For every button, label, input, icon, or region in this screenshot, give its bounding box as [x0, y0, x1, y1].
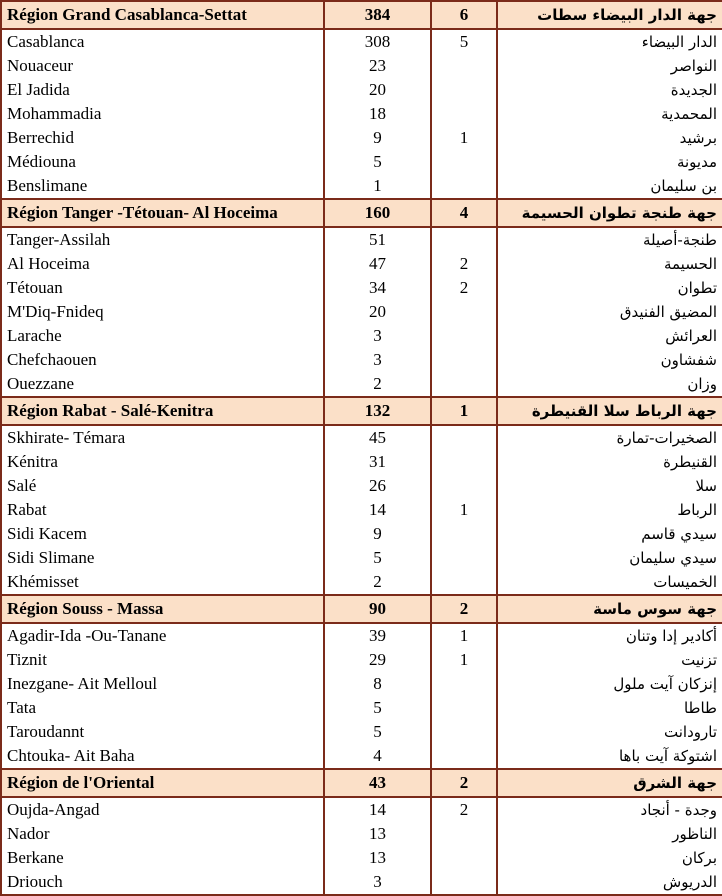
city-count: 8 — [324, 672, 431, 696]
city-count: 34 — [324, 276, 431, 300]
city-count: 13 — [324, 822, 431, 846]
city-row — [1, 546, 722, 570]
city-name-ar: تطوان — [497, 276, 722, 300]
city-count: 9 — [324, 126, 431, 150]
city-name-ar: طنجة-أصيلة — [497, 227, 722, 252]
city-row — [1, 474, 722, 498]
city-row — [1, 348, 722, 372]
city-row — [1, 623, 722, 648]
city-count: 20 — [324, 78, 431, 102]
city-row — [1, 744, 722, 769]
city-name: Al Hoceima — [1, 252, 324, 276]
city-row — [1, 174, 722, 199]
city-name-ar: بن سليمان — [497, 174, 722, 199]
city-count: 2 — [324, 372, 431, 397]
city-count: 4 — [324, 744, 431, 769]
city-count: 18 — [324, 102, 431, 126]
city-deaths: 1 — [431, 648, 497, 672]
city-row — [1, 846, 722, 870]
region-total: 160 — [324, 199, 431, 227]
city-name-ar: الخميسات — [497, 570, 722, 595]
city-count: 9 — [324, 522, 431, 546]
region-total: 132 — [324, 397, 431, 425]
city-deaths — [431, 744, 497, 769]
region-header-row — [1, 199, 722, 227]
region-total: 90 — [324, 595, 431, 623]
city-name: Larache — [1, 324, 324, 348]
city-row — [1, 276, 722, 300]
city-name: Oujda-Angad — [1, 797, 324, 822]
city-name: Ouezzane — [1, 372, 324, 397]
city-row — [1, 696, 722, 720]
city-name-ar: أكادير إدا وتنان — [497, 623, 722, 648]
city-name-ar: طاطا — [497, 696, 722, 720]
city-name: Taroudannt — [1, 720, 324, 744]
city-name: Nouaceur — [1, 54, 324, 78]
city-deaths — [431, 672, 497, 696]
city-deaths — [431, 450, 497, 474]
city-count: 29 — [324, 648, 431, 672]
city-row — [1, 29, 722, 54]
city-row — [1, 425, 722, 450]
city-name: Sidi Slimane — [1, 546, 324, 570]
city-row — [1, 150, 722, 174]
city-name: Skhirate- Témara — [1, 425, 324, 450]
city-count: 45 — [324, 425, 431, 450]
region-header-row — [1, 769, 722, 797]
city-name-ar: القنيطرة — [497, 450, 722, 474]
city-count: 47 — [324, 252, 431, 276]
city-deaths: 2 — [431, 252, 497, 276]
city-deaths: 5 — [431, 29, 497, 54]
region-name-ar: جهة الدار البيضاء سطات — [497, 1, 722, 29]
region-name: Région Tanger -Tétouan- Al Hoceima — [1, 199, 324, 227]
region-header-row — [1, 595, 722, 623]
region-name-ar: جهة الشرق — [497, 769, 722, 797]
city-deaths — [431, 522, 497, 546]
city-deaths — [431, 720, 497, 744]
city-name-ar: الجديدة — [497, 78, 722, 102]
city-name: Benslimane — [1, 174, 324, 199]
city-name: Tanger-Assilah — [1, 227, 324, 252]
city-name: Salé — [1, 474, 324, 498]
city-deaths — [431, 425, 497, 450]
city-row — [1, 720, 722, 744]
city-name-ar: بركان — [497, 846, 722, 870]
region-name-ar: جهة طنجة تطوان الحسيمة — [497, 199, 722, 227]
city-count: 1 — [324, 174, 431, 199]
region-deaths: 6 — [431, 1, 497, 29]
city-name-ar: الناظور — [497, 822, 722, 846]
city-name: Mohammadia — [1, 102, 324, 126]
city-name-ar: وجدة - أنجاد — [497, 797, 722, 822]
city-name: Agadir-Ida -Ou-Tanane — [1, 623, 324, 648]
region-deaths: 1 — [431, 397, 497, 425]
city-row — [1, 672, 722, 696]
region-name: Région Souss - Massa — [1, 595, 324, 623]
city-count: 2 — [324, 570, 431, 595]
city-name-ar: سلا — [497, 474, 722, 498]
city-name: El Jadida — [1, 78, 324, 102]
city-name-ar: الحسيمة — [497, 252, 722, 276]
city-name-ar: الدريوش — [497, 870, 722, 895]
city-name: Driouch — [1, 870, 324, 895]
city-count: 3 — [324, 324, 431, 348]
city-count: 31 — [324, 450, 431, 474]
city-count: 39 — [324, 623, 431, 648]
city-deaths — [431, 300, 497, 324]
city-row — [1, 870, 722, 895]
city-name-ar: اشتوكة آيت باها — [497, 744, 722, 769]
city-deaths — [431, 696, 497, 720]
city-name: Inezgane- Ait Melloul — [1, 672, 324, 696]
city-name-ar: العرائش — [497, 324, 722, 348]
city-name: M'Diq-Fnideq — [1, 300, 324, 324]
city-name-ar: سيدي سليمان — [497, 546, 722, 570]
city-count: 5 — [324, 720, 431, 744]
city-name-ar: مديونة — [497, 150, 722, 174]
city-count: 23 — [324, 54, 431, 78]
city-row — [1, 126, 722, 150]
city-name-ar: تزنيت — [497, 648, 722, 672]
city-deaths — [431, 846, 497, 870]
city-name-ar: المحمدية — [497, 102, 722, 126]
city-deaths — [431, 570, 497, 595]
city-deaths — [431, 54, 497, 78]
region-name: Région Grand Casablanca-Settat — [1, 1, 324, 29]
city-name: Berrechid — [1, 126, 324, 150]
city-name-ar: سيدي قاسم — [497, 522, 722, 546]
city-name: Tétouan — [1, 276, 324, 300]
city-name: Nador — [1, 822, 324, 846]
region-total: 384 — [324, 1, 431, 29]
city-name: Tiznit — [1, 648, 324, 672]
city-row — [1, 648, 722, 672]
city-row — [1, 450, 722, 474]
city-name: Chtouka- Ait Baha — [1, 744, 324, 769]
city-row — [1, 498, 722, 522]
city-row — [1, 54, 722, 78]
city-row — [1, 252, 722, 276]
city-deaths — [431, 870, 497, 895]
city-count: 20 — [324, 300, 431, 324]
city-count: 3 — [324, 348, 431, 372]
city-deaths: 1 — [431, 498, 497, 522]
region-deaths: 4 — [431, 199, 497, 227]
region-name: Région Rabat - Salé-Kenitra — [1, 397, 324, 425]
city-name: Casablanca — [1, 29, 324, 54]
city-row — [1, 570, 722, 595]
city-row — [1, 822, 722, 846]
city-name-ar: الدار البيضاء — [497, 29, 722, 54]
city-deaths — [431, 324, 497, 348]
city-count: 26 — [324, 474, 431, 498]
city-name: Sidi Kacem — [1, 522, 324, 546]
city-row — [1, 227, 722, 252]
city-count: 14 — [324, 498, 431, 522]
city-name: Berkane — [1, 846, 324, 870]
city-deaths: 2 — [431, 276, 497, 300]
region-header-row — [1, 1, 722, 29]
city-deaths — [431, 474, 497, 498]
city-deaths — [431, 102, 497, 126]
region-name: Région de l'Oriental — [1, 769, 324, 797]
region-header-row — [1, 397, 722, 425]
city-count: 5 — [324, 546, 431, 570]
city-count: 14 — [324, 797, 431, 822]
city-row — [1, 102, 722, 126]
city-name-ar: الرباط — [497, 498, 722, 522]
city-name: Tata — [1, 696, 324, 720]
city-name: Médiouna — [1, 150, 324, 174]
city-row — [1, 797, 722, 822]
region-deaths: 2 — [431, 769, 497, 797]
city-name-ar: تارودانت — [497, 720, 722, 744]
city-name-ar: المضيق الفنيدق — [497, 300, 722, 324]
city-deaths: 2 — [431, 797, 497, 822]
city-deaths: 1 — [431, 126, 497, 150]
city-name: Kénitra — [1, 450, 324, 474]
city-deaths — [431, 348, 497, 372]
city-name-ar: النواصر — [497, 54, 722, 78]
city-count: 51 — [324, 227, 431, 252]
city-count: 13 — [324, 846, 431, 870]
city-name-ar: إنزكان آيت ملول — [497, 672, 722, 696]
city-deaths — [431, 372, 497, 397]
city-name-ar: برشيد — [497, 126, 722, 150]
city-count: 5 — [324, 696, 431, 720]
city-row — [1, 372, 722, 397]
city-count: 5 — [324, 150, 431, 174]
city-name: Chefchaouen — [1, 348, 324, 372]
city-name-ar: وزان — [497, 372, 722, 397]
city-deaths — [431, 227, 497, 252]
city-deaths: 1 — [431, 623, 497, 648]
city-name: Khémisset — [1, 570, 324, 595]
city-deaths — [431, 78, 497, 102]
city-deaths — [431, 546, 497, 570]
region-total: 43 — [324, 769, 431, 797]
region-deaths: 2 — [431, 595, 497, 623]
city-deaths — [431, 822, 497, 846]
city-deaths — [431, 150, 497, 174]
region-name-ar: جهة سوس ماسة — [497, 595, 722, 623]
city-count: 308 — [324, 29, 431, 54]
city-name: Rabat — [1, 498, 324, 522]
city-name-ar: شفشاون — [497, 348, 722, 372]
city-count: 3 — [324, 870, 431, 895]
city-row — [1, 78, 722, 102]
region-name-ar: جهة الرباط سلا القنيطرة — [497, 397, 722, 425]
city-row — [1, 522, 722, 546]
city-name-ar: الصخيرات-تمارة — [497, 425, 722, 450]
city-row — [1, 324, 722, 348]
city-deaths — [431, 174, 497, 199]
city-row — [1, 300, 722, 324]
